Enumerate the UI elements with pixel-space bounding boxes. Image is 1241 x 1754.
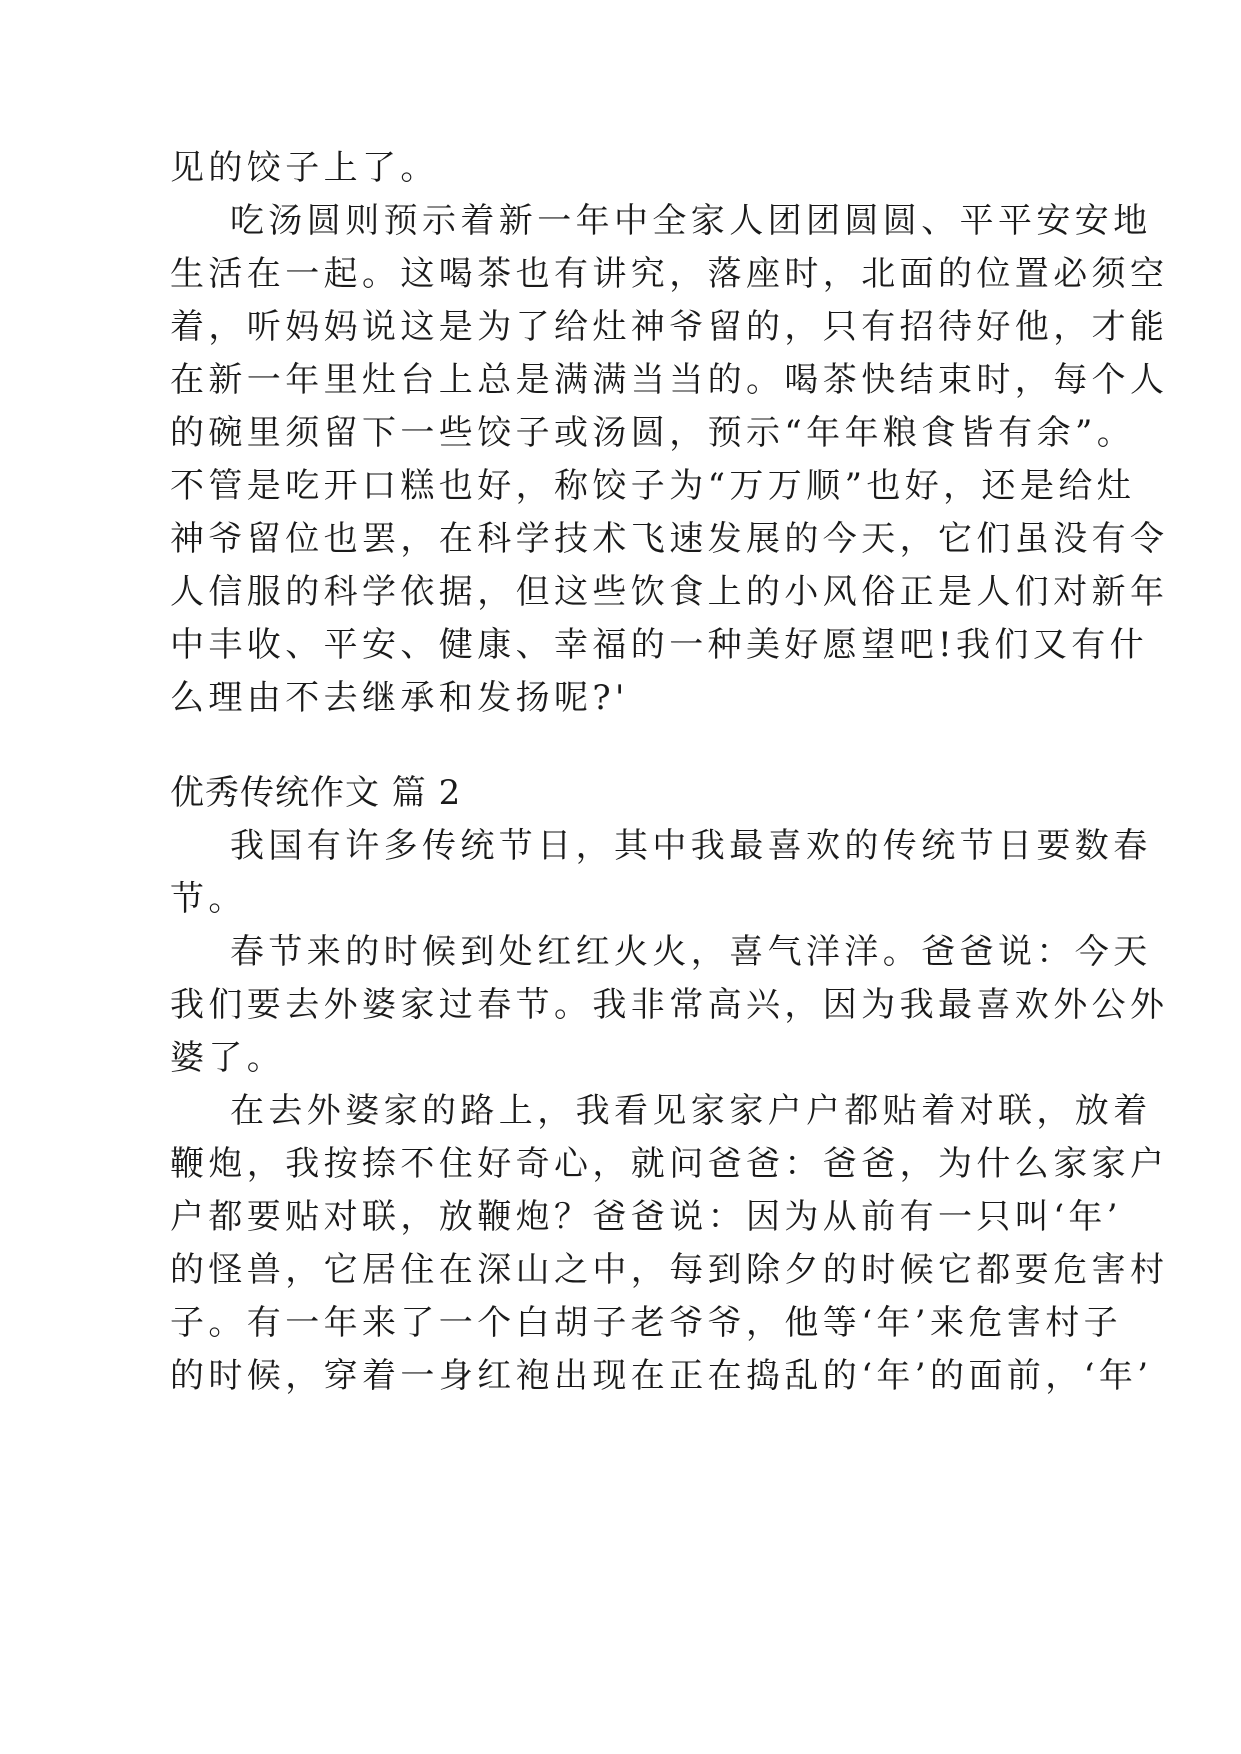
- section-heading: 优秀传统作文 篇 2: [170, 773, 462, 813]
- text-line: 的时候，穿着一身红袍出现在正在捣乱的‘年’的面前，‘年’: [170, 1356, 1153, 1396]
- text-line: 着，听妈妈说这是为了给灶神爷留的，只有招待好他，才能: [170, 307, 1169, 347]
- paragraph-first-line: 吃汤圆则预示着新一年中全家人团团圆圆、平平安安地: [230, 201, 1152, 241]
- text-line: 的碗里须留下一些饺子或汤圆，预示“年年粮食皆有余”。: [170, 413, 1136, 453]
- paragraph-first-line: 春节来的时候到处红红火火，喜气洋洋。爸爸说：今天: [230, 932, 1152, 972]
- text-line: 么理由不去继承和发扬呢?': [170, 678, 629, 718]
- text-line: 婆了。: [170, 1038, 286, 1078]
- text-line: 子。有一年来了一个白胡子老爷爷，他等‘年’来危害村子: [170, 1303, 1123, 1343]
- text-line: 生活在一起。这喝茶也有讲究，落座时，北面的位置必须空: [170, 254, 1169, 294]
- text-line: 见的饺子上了。: [170, 148, 439, 188]
- text-line: 不管是吃开口糕也好，称饺子为“万万顺”也好，还是给灶: [170, 466, 1136, 506]
- text-line: 在新一年里灶台上总是满满当当的。喝茶快结束时，每个人: [170, 360, 1169, 400]
- text-line: 鞭炮，我按捺不住好奇心，就问爸爸：爸爸，为什么家家户: [170, 1144, 1169, 1184]
- text-line: 人信服的科学依据，但这些饮食上的小风俗正是人们对新年: [170, 572, 1169, 612]
- text-line: 的怪兽，它居住在深山之中，每到除夕的时候它都要危害村: [170, 1250, 1169, 1290]
- paragraph-first-line: 我国有许多传统节日，其中我最喜欢的传统节日要数春: [230, 826, 1152, 866]
- text-line: 中丰收、平安、健康、幸福的一种美好愿望吧!我们又有什: [170, 625, 1149, 665]
- paragraph-first-line: 在去外婆家的路上，我看见家家户户都贴着对联，放着: [230, 1091, 1152, 1131]
- text-line: 神爷留位也罢，在科学技术飞速发展的今天，它们虽没有令: [170, 519, 1169, 559]
- text-line: 户都要贴对联，放鞭炮？爸爸说：因为从前有一只叫‘年’: [170, 1197, 1123, 1237]
- text-line: 我们要去外婆家过春节。我非常高兴，因为我最喜欢外公外: [170, 985, 1169, 1025]
- text-line: 节。: [170, 879, 247, 919]
